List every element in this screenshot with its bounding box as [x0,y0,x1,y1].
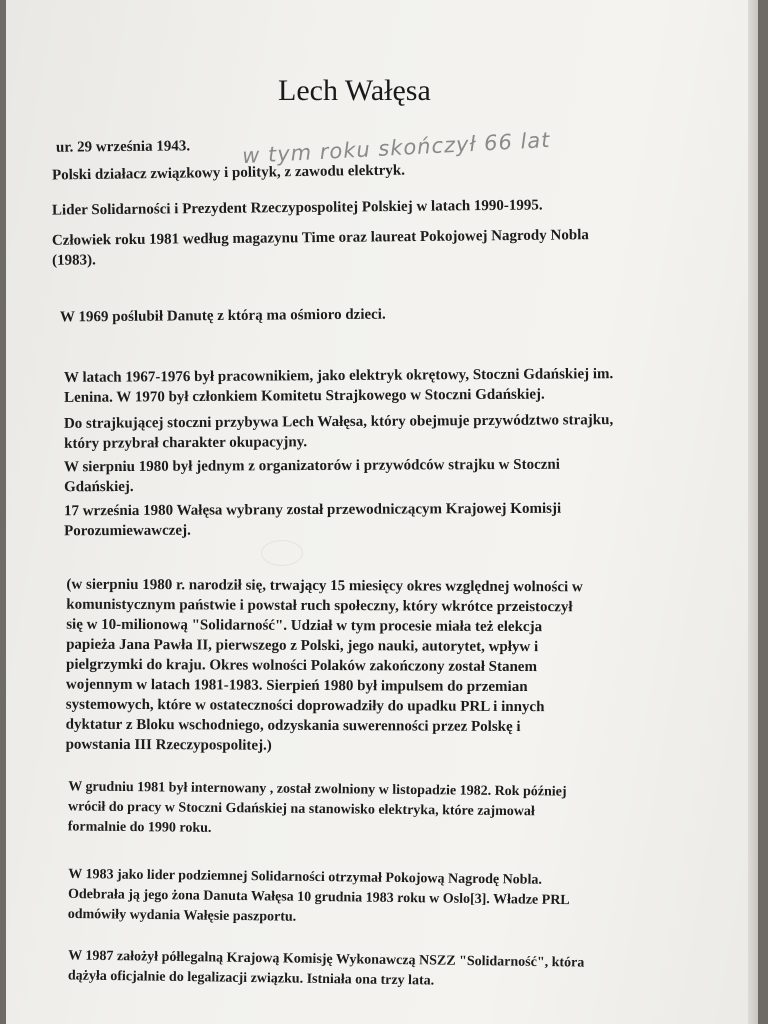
paragraph-kkw: W 1987 założył półlegalną Krajową Komisję Wykonawczą NSZZ "Solidarność", która dążyła oficjalnie do legalizacji związku. Istniała ona trzy lata. [67,948,585,989]
paragraph-internment: W grudniu 1981 był internowany , został zwolniony w listopadzie 1982. Rok później wrócił do pracy w Stoczni Gdańskiej na stanowisko elektryka, które zajmował formalnie do 1990 roku. [67,779,567,836]
paragraph-solidarity-history: (w sierpniu 1980 r. narodził się, trwający 15 miesięcy okres względnej wolności w komunistycznym państwie i powstał ruch społeczny, który wkrótce przeistoczył się w 10-milionową "Solidarność". Udział w tym procesie miała też elekcja papieża Jana Pawła II, pierwszego z Polski, jego nauki, autorytet, wpływ i pielgrzymki do kraju. Okres wolności Polaków zakończony został Stanem wojennym w latach 1981-1983. Sierpień 1980 był impulsem do przemian systemowych, które w ostateczności doprowadziły do upadku PRL i innych dyktatur z Bloku wschodniego, odzyskania suwerenności przez Polskę i powstania III Rzeczypospolitej.) [65,576,583,754]
paragraph-time-nobel: Człowiek roku 1981 według magazynu Time oraz laureat Pokojowej Nagrody Nobla (1983). [51,227,589,269]
paragraph-strike: Do strajkującej stoczni przybywa Lech Wałęsa, który obejmuje przywództwo strajku, który przybrał charakter okupacyjny. [63,412,614,452]
page-title: Lech Wałęsa [278,74,431,107]
page-edge [748,0,758,1024]
document-page [6,0,758,1024]
paragraph-marriage: W 1969 poślubił Danutę z którą ma ośmioro dzieci. [59,306,386,326]
birth-date: ur. 29 września 1943. [55,138,191,156]
paragraph-occupation: Polski działacz związkowy i polityk, z zawodu elektryk. [51,162,406,184]
paragraph-leader: Lider Solidarności i Prezydent Rzeczypospolitej Polskiej w latach 1990-1995. [51,197,543,219]
paragraph-kkp: 17 września 1980 Wałęsa wybrany został przewodniczącym Krajowej Komisji Porozumiewawczej. [63,500,562,540]
paper-smudge [261,540,303,566]
paragraph-august-1980: W sierpniu 1980 był jednym z organizatorów i przywódców strajku w Stoczni Gdańskiej. [63,456,560,496]
paragraph-shipyard: W latach 1967-1976 był pracownikiem, jako elektryk okrętowy, Stoczni Gdańskiej im. Lenina. W 1970 był członkiem Komitetu Strajkowego w Stoczni Gdańskiej. [63,366,614,406]
paragraph-nobel-1983: W 1983 jako lider podziemnej Solidarności otrzymał Pokojową Nagrodę Nobla. Odebrała ją jego żona Danuta Wałęsa 10 grudnia 1983 roku w Oslo[3]. Władze PRL odmówiły wydania Wałęsie paszportu. [67,866,570,925]
handwritten-note: w tym roku skończył 66 lat [241,127,551,169]
